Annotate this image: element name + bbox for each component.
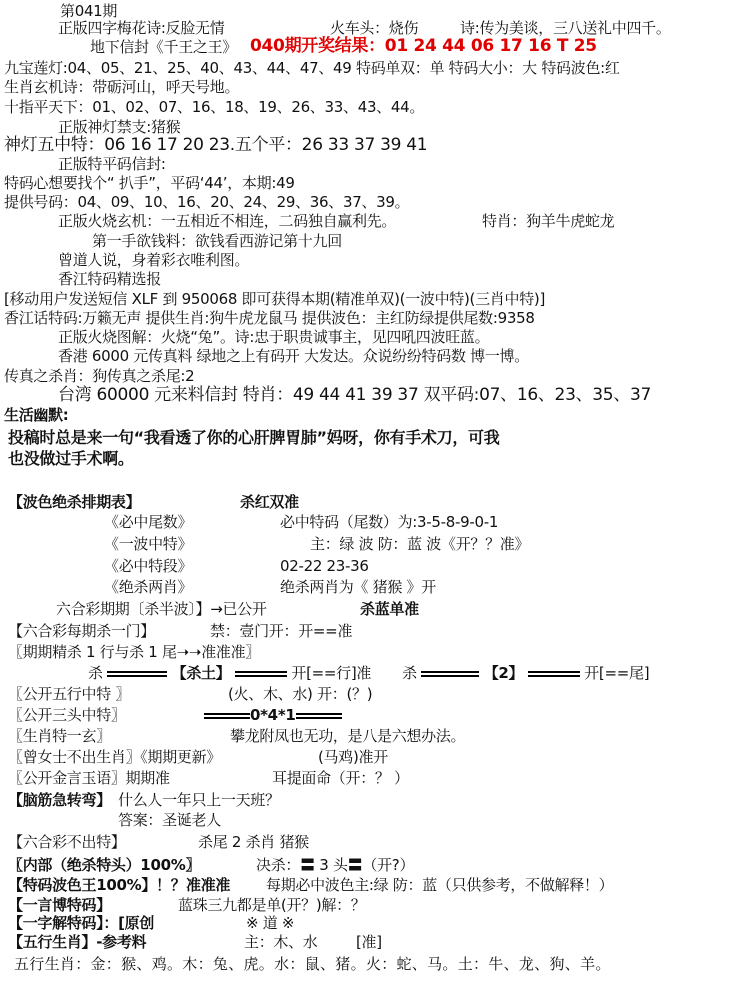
hongkong-report-line: 香江特码精选报 [58,270,161,288]
lamp-ban-line: 正版神灯禁支:猪猴 [58,118,181,136]
double-bar [421,671,479,677]
wave-king-label: 【特码波色王100%】！？ [8,876,186,894]
sms-line: [移动用户发送短信 XLF 到 950068 即可获得本期(精准单双)(一波中特)(三肖中特)] [4,290,546,308]
open-element: 开[==行]准 [291,664,372,682]
golden-words-value: 耳提面命（开：？ ） [272,769,409,787]
wave-kill-value: 杀红双准 [240,493,299,511]
taiwan-line: 台湾 60000 元来料信封 特肖：49 44 41 39 37 双平码:07、16、23、35、37 [58,385,652,405]
one-word-label: 【一言博特码】 [8,896,111,914]
first-hand-line: 第一手欲钱料：欲钱看西游记第十九回 [92,232,342,250]
fax-6000-line: 香港 6000 元传真料 绿地之上有码开 大发达。众说纷纷特码数 博一博。 [58,347,529,365]
one-wave-value: 主：绿 波 防：蓝 波《开？？准》 [310,535,530,553]
ten-fingers-line: 十指平天下：01、02、07、16、18、19、26、33、43、44。 [4,98,425,116]
five-zodiac-list: 五行生肖：金：猴、鸡。木：兔、虎。水：鼠、猪。火：蛇、马。土：牛、龙、狗、羊。 [14,955,611,973]
double-bar [235,671,287,677]
golden-words-label: 〖公开金言玉语〗期期准 [8,769,170,787]
fire-diagram-line: 正版火烧图解：火烧“兔”。诗:忠于职贵诚事主，见四吼四波旺蓝。 [58,328,490,346]
half-wave-value: 杀蓝单准 [360,600,419,618]
joke-line-1: 投稿时总是来一句“我看透了你的心肝脾胃肺”妈呀，你有手术刀，可我 [8,428,500,447]
one-char-label: 【一字解特码】：[原创 [8,914,155,932]
zodiac-poem-line: 生肖玄机诗：带砺河山，呼天号地。 [4,78,240,96]
five-zodiac-value: [准] [356,933,382,951]
tail-label: 《必中尾数》 [104,513,193,531]
three-head-label: 〖公开三头中特〗 [8,706,126,724]
half-wave-label: 六合彩期期〔杀半波〕】→已公开 [56,600,267,618]
wave-king-mid: 准准准 [186,876,231,894]
no-special-label: 【六合彩不出特】 [8,833,126,851]
no-special-value: 杀尾 2 杀肖 猪猴 [198,833,309,851]
underground-envelope: 地下信封《千王之王》 [90,38,238,56]
two-zodiac-value: 绝杀两肖为《 猪猴 》开 [280,578,436,596]
hk-talk-line: 香江话特码:万籁无声 提供生肖:狗牛虎龙鼠马 提供波色：主红防绿提供尾数:9358 [4,309,535,327]
issue-number: 第041期 [60,2,118,20]
fax-kill-line: 传真之杀肖：狗传真之杀尾:2 [4,367,195,385]
double-bar [107,671,167,677]
draw-result: 040期开奖结果：01 24 44 06 17 16 T 25 [250,36,597,56]
pickpocket-line: 特码心想要找个“ 扒手”，平码‘44’，本期:49 [4,174,295,192]
daoren-line: 曾道人说，身着彩衣唯利图。 [58,251,250,269]
inner-kill-value: 决杀：〓 3 头〓（开?） [256,856,415,874]
riddle-answer: 答案：圣诞老人 [118,811,221,829]
kill-row-title: 〖期期精杀 1 行与杀 1 尾➝➝准准准〗 [8,643,260,661]
one-word-value: 蓝珠三九都是单(开？)解：？ [178,896,366,914]
special-zodiac-line: 特肖：狗羊牛虎蛇龙 [482,212,615,230]
joke-line-2: 也没做过手术啊。 [8,449,134,468]
one-wave-label: 《一波中特》 [104,535,193,553]
segment-value: 02-22 23-36 [280,557,369,575]
kill-text: 杀 [88,664,103,682]
wave-king-value: 每期必中波色主:绿 防：蓝（只供参考，不做解释！） [266,876,614,894]
kill-tail: 【2】 [483,664,524,682]
riddle-label: 【脑筋急转弯】 [8,791,111,809]
lamp-five-line: 神灯五中特：06 16 17 20 23.五个平：26 33 37 39 41 [4,135,428,155]
three-head-value: 0*4*1 [204,706,342,724]
humor-title: 生活幽默: [4,406,69,424]
kill-text: 杀 [402,664,417,682]
five-element-value: (火、木、水) 开：(？) [228,685,373,703]
kill-earth: 【杀土】 [171,664,231,682]
riddle-value: 什么人一年只上一天班？ [118,791,280,809]
inner-kill-label: 〖内部（绝杀特头）100%〗 [8,856,201,874]
five-element-label: 〖公开五行中特 〗 [8,685,131,703]
two-zodiac-label: 《绝杀两肖》 [104,578,193,596]
open-tail: 开[==尾] [584,664,650,682]
ms-zeng-value: (马鸡)准开 [318,748,388,766]
double-bar [528,671,580,677]
kill-door-value: 禁：壹门开：开==准 [210,622,353,640]
five-zodiac-mid: 主：木、水 [244,933,318,951]
train-head: 火车头：烧伤 [330,19,419,37]
poem-line: 诗:传为美谈，三八送礼中四千。 [460,19,671,37]
fire-mystery-line: 正版火烧玄机：一五相近不相连，二码独自赢利先。 [58,212,397,230]
ms-zeng-label: 〖曾女士不出生肖〗《期期更新》 [8,748,222,766]
zodiac-mystery-label: 〖生肖特一玄〗 [8,727,111,745]
kill-door-label: 【六合彩每期杀一门】 [8,622,156,640]
bar-right [296,713,342,719]
plum-poem: 正版四字梅花诗:反脸无情 [58,19,225,37]
segment-label: 《必中特段》 [104,557,193,575]
wave-kill-label: 【波色绝杀排期表】 [8,493,141,511]
lotus-lamp-line: 九宝莲灯:04、05、21、25、40、43、44、47、49 特码单双：单 特码大小：大 特码波色:红 [4,59,620,77]
bar-left [204,713,250,719]
envelope-line: 正版特平码信封: [58,155,166,173]
tail-value: 必中特码（尾数）为:3-5-8-9-0-1 [280,513,499,531]
one-char-value: ※ 道 ※ [246,914,295,932]
provided-numbers-line: 提供号码：04、09、10、16、20、24、29、36、37、39。 [4,193,410,211]
five-zodiac-label: 【五行生肖】-参考料 [8,933,147,951]
kill-element-row [88,664,649,682]
zodiac-mystery-value: 攀龙附凤也无功，是八是六想办法。 [230,727,466,745]
